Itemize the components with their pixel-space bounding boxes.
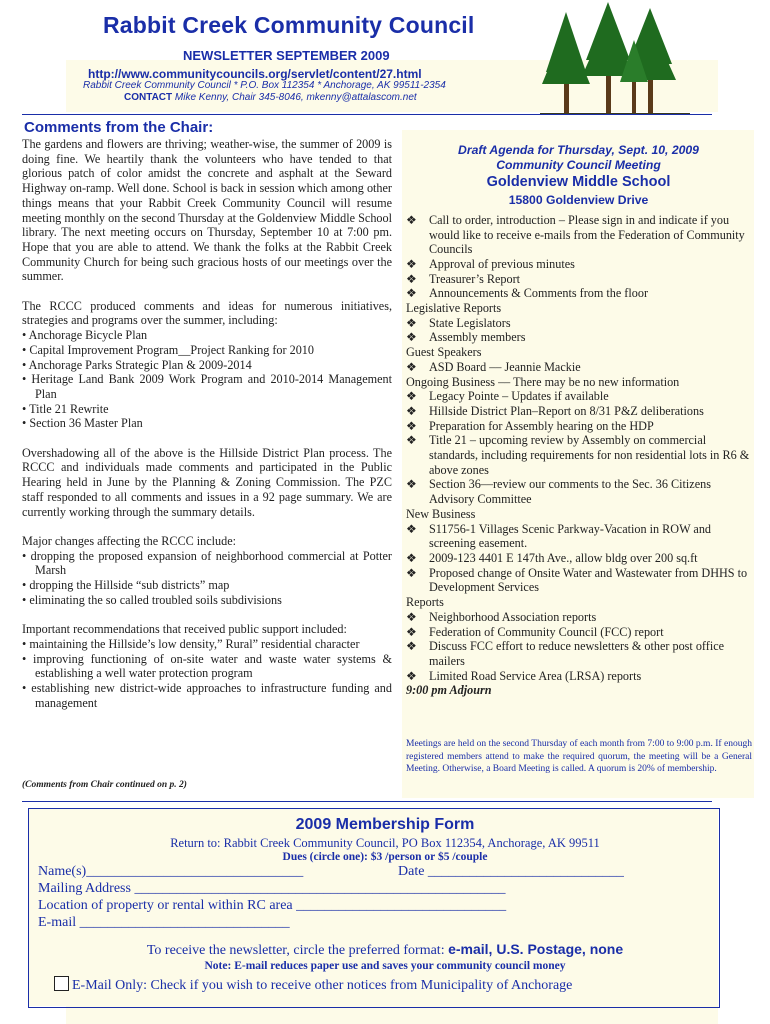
agenda-item-text: Federation of Community Council (FCC) report [429,624,664,639]
email-field[interactable]: E-mail ______________________________ [38,915,290,930]
agenda-section: Guest Speakers [406,345,482,360]
agenda-items [406,213,751,684]
diamond-bullet-icon: ❖ [406,389,417,404]
agenda-item-text: Approval of previous minutes [429,256,575,271]
agenda-item [406,257,751,272]
list-item: • Capital Improvement Program__Project Ranking for 2010 [22,342,314,357]
agenda-section: New Business [406,506,476,521]
chair-paragraph: The RCCC produced comments and ideas for numerous initiatives, strategies and programs over the summer, including: [22,298,392,328]
agenda-item-text: S11756-1 Villages Scenic Parkway-Vacation in ROW and screening easement. [429,521,712,551]
list-item: • dropping the Hillside “sub districts” map [22,578,230,593]
list-item: • Section 36 Master Plan [22,416,143,431]
diamond-bullet-icon: ❖ [406,212,417,227]
agenda-item-text: Assembly members [429,330,526,345]
agenda-item [406,213,751,257]
list-item: • dropping the proposed expansion of neighborhood commercial at Potter Marsh [22,548,392,578]
chair-paragraph: Overshadowing all of the above is the Hillside District Plan process. The RCCC and individuals made comments and participated in the Public Hearing held in June by the Planning & Zoning Commission. The PZC staff responded to all comments and issues in a 92 page summary. We are currently working through the summary details. [22,445,392,519]
agenda-subheading: Community Council Meeting [496,157,661,172]
agenda-item [406,625,751,640]
header-divider [22,114,712,115]
chair-paragraph: Major changes affecting the RCCC include: [22,533,237,548]
agenda-item-text: Title 21 – upcoming review by Assembly on commercial standards, including requirements for non residential lots in R6 & above zones [429,433,750,477]
diamond-bullet-icon: ❖ [406,330,417,345]
agenda-item-text: Proposed change of Onsite Water and Wastewater from DHHS to Development Services [429,565,748,595]
list-item: • Heritage Land Bank 2009 Work Program and 2010-2014 Management Plan [22,372,392,401]
chair-paragraph: The gardens and flowers are thriving; weather-wise, the summer of 2009 is doing fine. We heartily thank the volunteers who have tended to that glorious patch of color amidst the concrete and asphalt at the Seward Highway on-ramp. Well done. School is back in session which among other things means that your Rabbit Creek Community Council will resume meeting monthly on the second Thursday at the Goldenview Middle School library. The next meeting occurs on Thursday, September 10 at 7:00 pm. Hope that you are able to attend. We thank the folks at the Rabbit Creek Community Church for being such gracious hosts of our meetings over the summer. [22,137,392,284]
diamond-bullet-icon: ❖ [406,565,417,580]
agenda-item-text: Discuss FCC effort to reduce newsletters & other post office mailers [429,639,725,668]
diamond-bullet-icon: ❖ [406,256,417,271]
agenda-item [406,477,751,506]
form-return-address: Return to: Rabbit Creek Community Council, PO Box 112354, Anchorage, AK 99511 [170,836,600,850]
agenda-item-text: State Legislators [429,315,511,330]
agenda-item [406,330,751,345]
diamond-bullet-icon: ❖ [406,477,417,492]
agenda-item [406,433,751,477]
recommendations-list [22,637,392,711]
form-title: 2009 Membership Form [295,816,475,833]
agenda-item-text: Treasurer’s Report [429,271,521,286]
agenda-venue: Goldenview Middle School [486,174,671,191]
agenda-item [406,272,751,287]
agenda-item [406,404,751,419]
format-options[interactable]: e-mail, U.S. Postage, none [448,941,624,957]
email-only-option[interactable] [54,976,572,994]
bottom-margin-panel [66,1006,718,1024]
diamond-bullet-icon: ❖ [406,359,417,374]
agenda-item [406,389,751,404]
contact-text: Mike Kenny, Chair 345-8046, mkenny@attalascom.net [172,92,417,103]
diamond-bullet-icon: ❖ [406,624,417,639]
agenda-section: Ongoing Business –– There may be no new information [406,374,680,389]
agenda-section: Reports [406,595,444,610]
contact-line [124,92,417,103]
diamond-bullet-icon: ❖ [406,639,417,654]
agenda-item [406,360,751,375]
agenda [406,143,751,698]
diamond-bullet-icon: ❖ [406,271,417,286]
agenda-item-text: 2009-123 4401 E 147th Ave., allow bldg over 200 sq.ft [429,550,698,565]
agenda-item-text: Legacy Pointe – Updates if available [429,389,609,404]
diamond-bullet-icon: ❖ [406,286,417,301]
agenda-item [406,639,751,668]
pine-trees-icon [540,0,690,118]
diamond-bullet-icon: ❖ [406,521,417,536]
agenda-item [406,551,751,566]
email-only-checkbox[interactable] [54,976,69,991]
changes-list [22,549,392,608]
agenda-item [406,316,751,331]
agenda-item [406,610,751,625]
diamond-bullet-icon: ❖ [406,403,417,418]
diamond-bullet-icon: ❖ [406,433,417,448]
property-location-field[interactable]: Location of property or rental within RC area ______________________________ [38,898,507,913]
newsletter-issue: NEWSLETTER SEPTEMBER 2009 [183,48,390,63]
list-item: • improving functioning of on-site water and waste water systems & establishing a well water protection program [22,651,392,681]
form-dues: Dues (circle one): $3 /person or $5 /couple [282,851,488,863]
date-field[interactable]: Date ____________________________ [398,864,624,879]
chair-paragraph: Important recommendations that received public support included: [22,622,347,637]
list-item: • Anchorage Bicycle Plan [22,328,148,343]
initiatives-list [22,328,392,431]
agenda-adjourn: 9:00 pm Adjourn [406,683,492,698]
agenda-item-text: Call to order, introduction – Please sign in and indicate if you would like to receive e-mails from the Federation of Community Councils [429,212,745,257]
mailing-address-field[interactable]: Mailing Address _____________________________________________________ [38,881,506,896]
agenda-item [406,419,751,434]
agenda-address: 15800 Goldenview Drive [508,193,649,208]
agenda-item [406,286,751,301]
list-item: • maintaining the Hillside’s low density,” Rural” residential character [22,636,360,651]
list-item: • eliminating the so called troubled soils subdivisions [22,592,282,607]
agenda-heading: Draft Agenda for Thursday, Sept. 10, 2009 [458,143,699,157]
continued-note: (Comments from Chair continued on p. 2) [22,780,187,790]
meetings-note: Meetings are held on the second Thursday of each month from 7:00 to 9:00 p.m. If enough registered members attend to make the required quorum, the meeting will be a General Meeting. Otherwise, a Board Meeting is called. A quorum is 20% of membership. [406,739,752,774]
agenda-item-text: ASD Board –– Jeannie Mackie [429,359,581,374]
agenda-item-text: Preparation for Assembly hearing on the HDP [429,418,654,433]
agenda-item [406,669,751,684]
list-item: • Anchorage Parks Strategic Plan & 2009-2014 [22,357,252,372]
agenda-item-text: Neighborhood Association reports [429,609,597,624]
list-item: • establishing new district-wide approaches to infrastructure funding and management [22,680,392,710]
newsletter-format-preference[interactable] [0,941,770,959]
diamond-bullet-icon: ❖ [406,550,417,565]
email-only-label: E-Mail Only: Check if you wish to receive other notices from Municipality of Anchorage [72,978,573,993]
email-note: Note: E-mail reduces paper use and saves your community council money [204,960,566,972]
contact-label: CONTACT [124,92,173,103]
chair-comments [22,137,392,710]
agenda-section: Legislative Reports [406,301,502,316]
newsletter-title: Rabbit Creek Community Council [103,12,475,38]
agenda-item [406,522,751,551]
diamond-bullet-icon: ❖ [406,315,417,330]
agenda-item-text: Section 36––review our comments to the Sec. 36 Citizens Advisory Committee [429,477,711,507]
council-url-link[interactable]: http://www.communitycouncils.org/servlet/content/27.html [88,67,422,81]
form-divider [22,801,712,802]
council-address: Rabbit Creek Community Council * P.O. Box 112354 * Anchorage, AK 99511-2354 [83,80,446,91]
list-item: • Title 21 Rewrite [22,401,109,416]
agenda-item-text: Limited Road Service Area (LRSA) reports [429,668,642,683]
name-field[interactable]: Name(s)_______________________________ [38,864,304,879]
diamond-bullet-icon: ❖ [406,609,417,624]
diamond-bullet-icon: ❖ [406,418,417,433]
format-prompt: To receive the newsletter, circle the preferred format: [146,943,449,958]
agenda-item-text: Announcements & Comments from the floor [429,286,649,301]
chair-heading: Comments from the Chair: [24,119,214,136]
diamond-bullet-icon: ❖ [406,668,417,683]
agenda-item [406,566,751,595]
agenda-item-text: Hillside District Plan–Report on 8/31 P&Z deliberations [429,403,704,418]
